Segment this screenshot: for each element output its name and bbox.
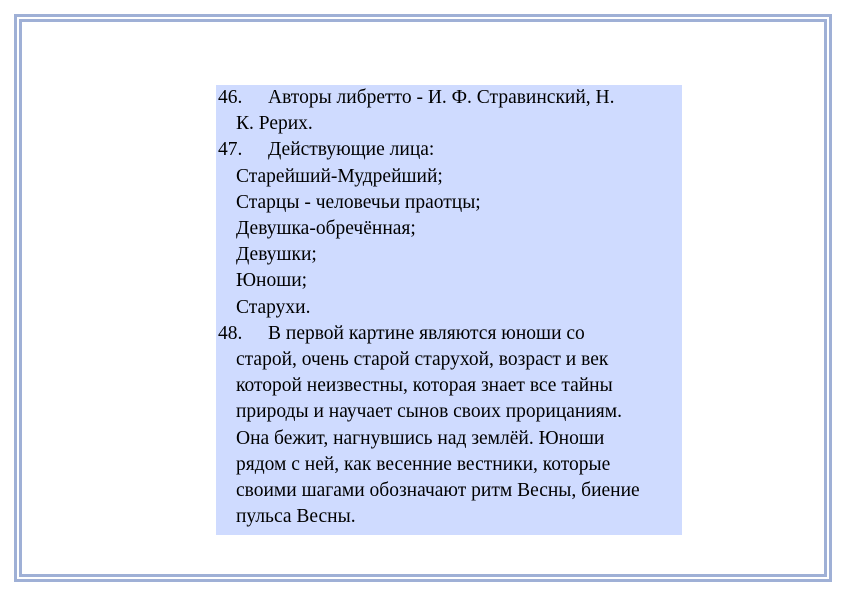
item-number: 48. — [218, 322, 243, 344]
item-number: 47. — [218, 139, 243, 161]
item-continuation-line: Девушки; — [236, 244, 317, 266]
list-item-47 — [218, 137, 682, 320]
item-continuation-line: К. Рерих. — [236, 113, 313, 135]
item-text: В первой картине являются юноши со — [268, 322, 585, 344]
list-item-48 — [218, 321, 682, 531]
item-continuation-line: своими шагами обозначают ритм Весны, биение — [236, 480, 640, 502]
text-block — [216, 85, 682, 535]
item-continuation-line: которой неизвестны, которая знает все тайны — [236, 375, 613, 397]
item-continuation-line: старой, очень старой старухой, возраст и век — [236, 349, 609, 371]
item-continuation-line: пульса Весны. — [236, 506, 356, 528]
item-continuation-line: Старцы - человечьи праотцы; — [236, 191, 481, 213]
item-continuation-line: Старухи. — [236, 296, 311, 318]
item-text: Действующие лица: — [268, 139, 435, 161]
item-continuation-line: Старейший-Мудрейший; — [236, 165, 443, 187]
item-continuation-line: Юноши; — [236, 270, 308, 292]
item-first-line — [218, 137, 682, 163]
item-first-line — [218, 321, 682, 347]
item-number: 46. — [218, 87, 243, 108]
item-first-line — [218, 85, 682, 111]
item-text: Авторы либретто - И. Ф. Стравинский, Н. — [268, 87, 615, 108]
item-continuation-line: природы и научает сынов своих прорицаниям. — [236, 401, 622, 423]
item-continuation-line: Девушка-обречённая; — [236, 218, 416, 240]
list-item-46 — [218, 85, 682, 137]
item-continuation-line: Она бежит, нагнувшись над землёй. Юноши — [236, 427, 605, 449]
item-continuation-line: рядом с ней, как весенние вестники, которые — [236, 453, 611, 475]
